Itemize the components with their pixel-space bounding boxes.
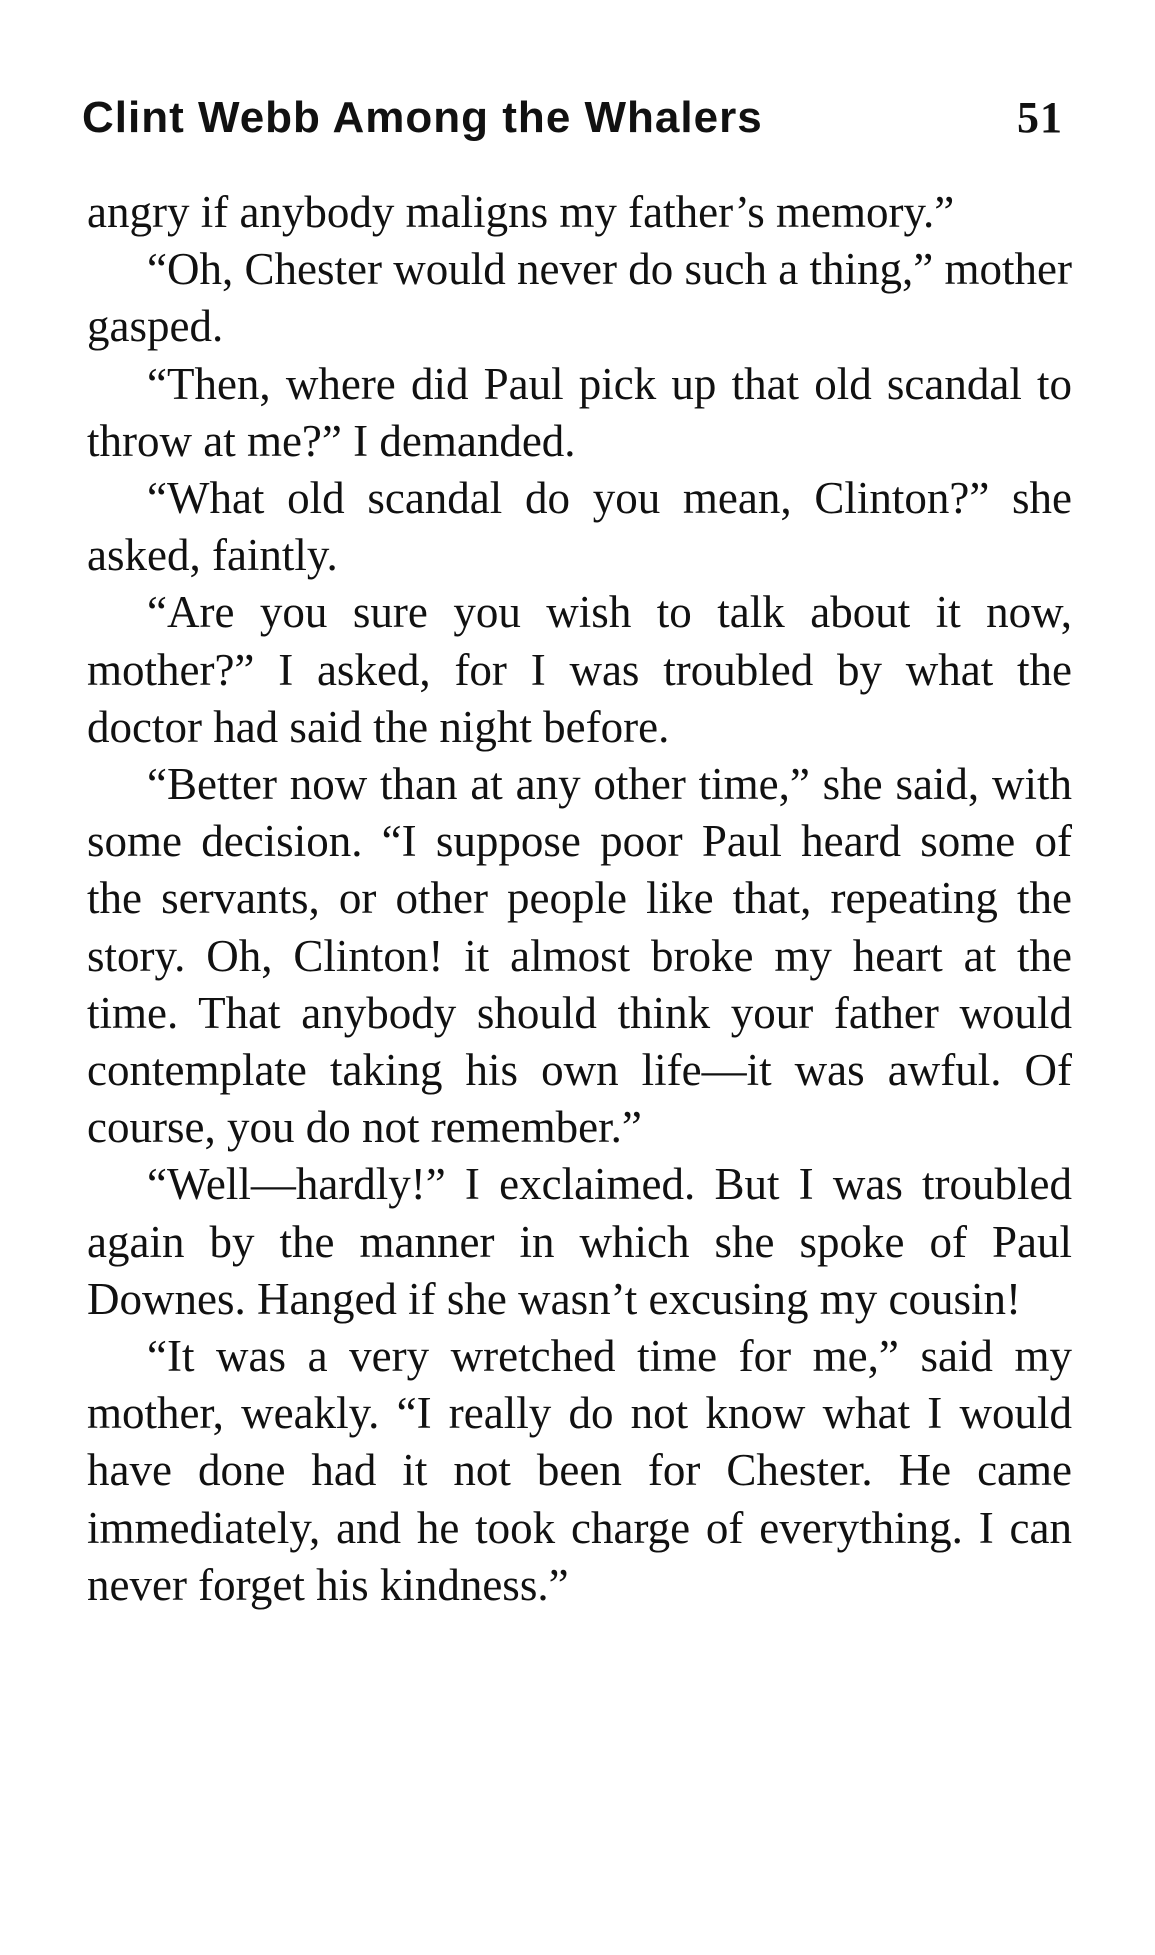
paragraph-continued: angry if anybody maligns my father’s memory.” (87, 187, 955, 237)
paragraph: “Are you sure you wish to talk about it now, mother?” I asked, for I was troubled by what the doctor had said the night before. (87, 587, 1072, 752)
paragraph: “Then, where did Paul pick up that old scandal to throw at me?” I demanded. (87, 358, 1072, 466)
paragraph: “Better now than at any other time,” she said, with some decision. “I suppose poor Paul heard some of the servants, or other people like that, repeating the story. Oh, Clinton! it almost broke my heart at the time. That anybody should think your father would contemplate taking his own life—it was awful. Of course, you do not remember.” (87, 759, 1072, 1153)
paragraph: “What old scandal do you mean, Clinton?” she asked, faintly. (87, 473, 1072, 581)
page-number: 51 (1017, 93, 1063, 142)
book-title: Clint Webb Among the Whalers (82, 93, 763, 142)
paragraph: “It was a very wretched time for me,” said my mother, weakly. “I really do not know what I would have done had it not been for Chester. He came immediately, and he took charge of everything. I can never forget his kindness.” (87, 1331, 1072, 1610)
paragraph: “Well—hardly!” I exclaimed. But I was troubled again by the manner in which she spoke of Paul Downes. Hanged if she wasn’t excusing my cousin! (87, 1159, 1072, 1324)
body-text (87, 184, 1072, 1614)
running-head (82, 92, 1063, 152)
paragraph: “Oh, Chester would never do such a thing,” mother gasped. (87, 244, 1072, 352)
